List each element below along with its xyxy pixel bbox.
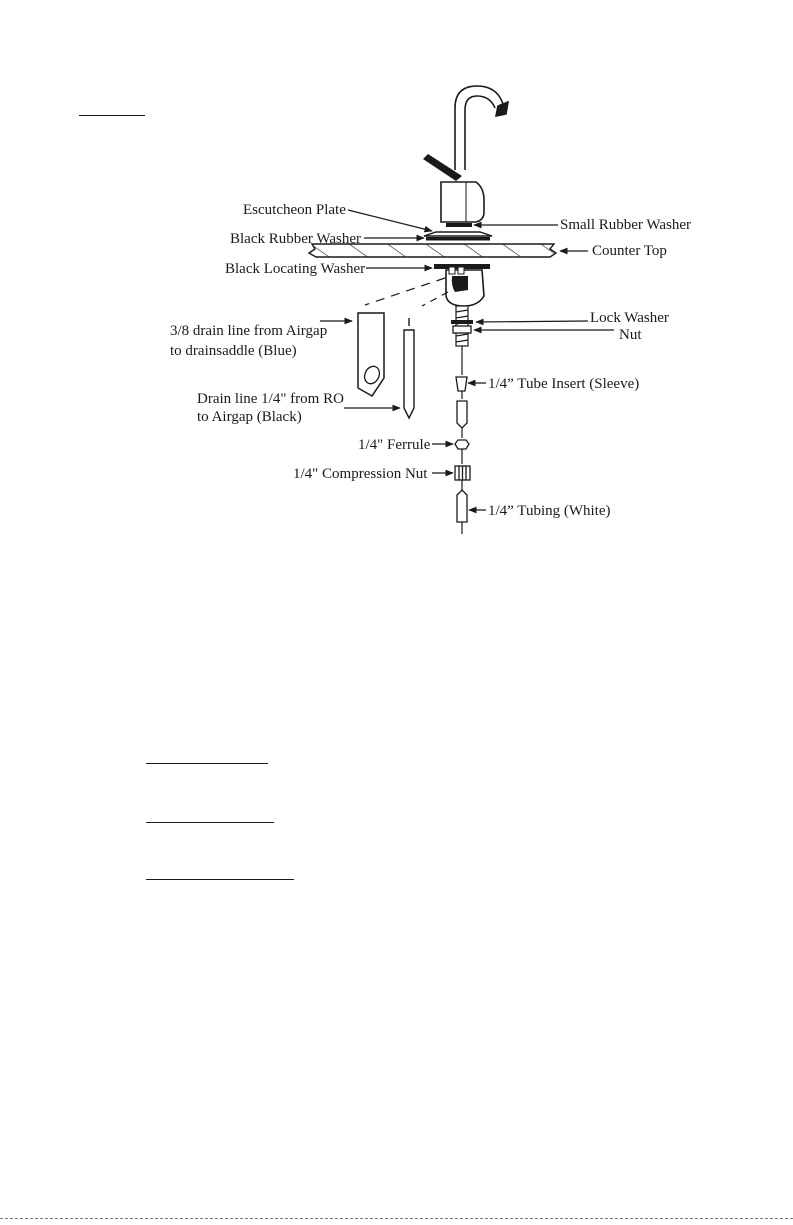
- nut-shape: [453, 326, 471, 333]
- faucet-body: [441, 182, 484, 222]
- label-drain-14-line2: to Airgap (Black): [197, 409, 302, 425]
- label-drain-14-line1: Drain line 1/4" from RO: [197, 391, 344, 407]
- label-compression-nut: 1/4" Compression Nut: [293, 466, 428, 482]
- label-nut: Nut: [619, 327, 642, 343]
- guide-dash-left: [365, 278, 445, 305]
- compression-nut-shape: [455, 466, 470, 480]
- label-tubing: 1/4” Tubing (White): [488, 503, 611, 519]
- label-escutcheon-plate: Escutcheon Plate: [243, 202, 346, 218]
- label-small-rubber-washer: Small Rubber Washer: [560, 217, 691, 233]
- label-lock-washer: Lock Washer: [590, 310, 669, 326]
- drain-line-14-shape: [404, 330, 414, 418]
- leader-escutcheon-plate: [348, 210, 432, 231]
- airgap-port-2: [458, 267, 464, 274]
- guide-dash-right: [422, 292, 448, 306]
- label-ferrule: 1/4" Ferrule: [358, 437, 431, 453]
- label-black-locating-washer: Black Locating Washer: [225, 261, 366, 277]
- faucet-handle: [423, 154, 462, 181]
- small-rubber-washer-shape: [446, 223, 472, 227]
- tube-insert-shape: [456, 377, 467, 391]
- label-drain-38-line1: 3/8 drain line from Airgap: [170, 323, 328, 339]
- label-drain-38-line2: to drainsaddle (Blue): [170, 343, 297, 359]
- black-rubber-washer-shape: [426, 237, 490, 241]
- tubing-shape: [457, 490, 467, 522]
- escutcheon-plate-shape: [424, 232, 492, 236]
- label-black-rubber-washer: Black Rubber Washer: [230, 231, 361, 247]
- ferrule-shape: [455, 440, 469, 449]
- label-counter-top: Counter Top: [592, 243, 667, 259]
- airgap-port-1: [449, 267, 455, 274]
- label-tube-insert: 1/4” Tube Insert (Sleeve): [488, 376, 640, 392]
- airgap-inner-port: [452, 276, 468, 292]
- leader-lock-washer: [476, 321, 588, 322]
- tube-segment-shape: [457, 401, 467, 428]
- lock-washer-shape: [451, 320, 473, 324]
- faucet-spout: [455, 86, 508, 170]
